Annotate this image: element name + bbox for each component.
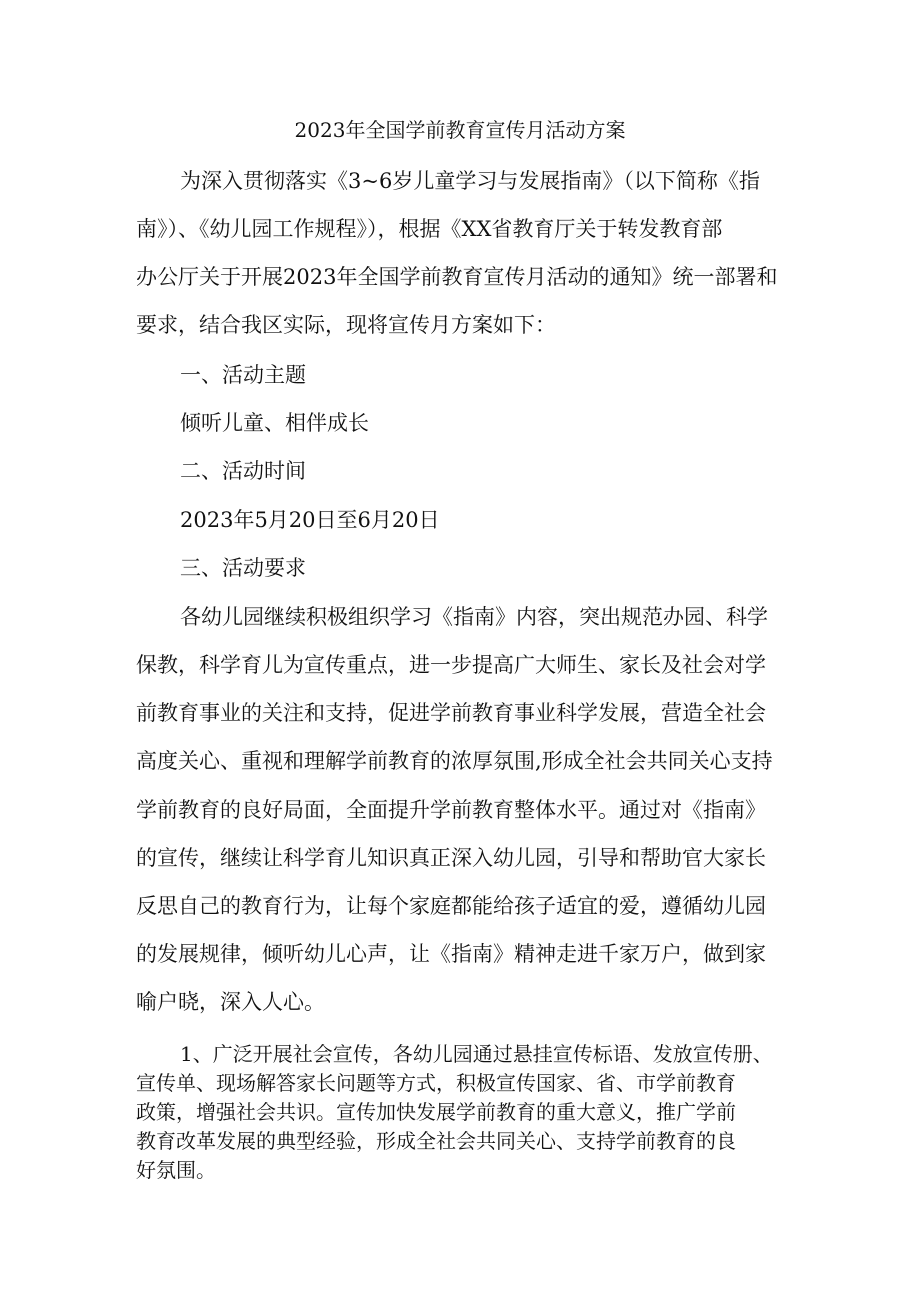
requirements-line: 的宣传，继续让科学育儿知识真正深入幼儿园，引导和帮助官大家长 bbox=[136, 846, 766, 870]
theme-content: 倾听儿童、相伴成长 bbox=[180, 411, 369, 435]
requirements-line: 喻户晓，深入人心。 bbox=[136, 990, 325, 1014]
intro-line: 要求，结合我区实际，现将宣传月方案如下： bbox=[136, 313, 556, 337]
time-content: 2023年5月20日至6月20日 bbox=[180, 508, 440, 532]
document-title: 2023年全国学前教育宣传月活动方案 bbox=[294, 118, 626, 142]
item-1-line: 政策，增强社会共识。宣传加快发展学前教育的重大意义，推广学前 bbox=[136, 1100, 736, 1124]
section-heading-requirements: 三、活动要求 bbox=[180, 556, 306, 580]
intro-line: 为深入贯彻落实《3~6岁儿童学习与发展指南》（以下简称《指 bbox=[180, 169, 760, 193]
requirements-line: 的发展规律，倾听幼儿心声，让《指南》精神走进千家万户，做到家 bbox=[136, 942, 766, 966]
intro-line: 办公厅关于开展2023年全国学前教育宣传月活动的通知》统一部署和 bbox=[136, 265, 778, 289]
requirements-line: 高度关心、重视和理解学前教育的浓厚氛围,形成全社会共同关心支持 bbox=[136, 749, 773, 773]
section-heading-time: 二、活动时间 bbox=[180, 459, 306, 483]
requirements-line: 反思自己的教育行为，让每个家庭都能给孩子适宜的爱，遵循幼儿园 bbox=[136, 894, 766, 918]
item-1-line: 1、广泛开展社会宣传，各幼儿园通过悬挂宣传标语、发放宣传册、 bbox=[180, 1042, 773, 1066]
item-1-line: 好氛围。 bbox=[136, 1158, 216, 1182]
requirements-line: 保教，科学育儿为宣传重点，进一步提高广大师生、家长及社会对学 bbox=[136, 653, 766, 677]
section-heading-theme: 一、活动主题 bbox=[180, 363, 306, 387]
intro-line: 南》）、《幼儿园工作规程》），根据《XX省教育厅关于转发教育部 bbox=[136, 217, 723, 241]
requirements-line: 学前教育的良好局面，全面提升学前教育整体水平。通过对《指南》 bbox=[136, 798, 766, 822]
requirements-line: 各幼儿园继续积极组织学习《指南》内容，突出规范办园、科学 bbox=[180, 605, 768, 629]
requirements-line: 前教育事业的关注和支持，促进学前教育事业科学发展，营造全社会 bbox=[136, 701, 766, 725]
item-1-line: 教育改革发展的典型经验，形成全社会共同关心、支持学前教育的良 bbox=[136, 1129, 736, 1153]
item-1-line: 宣传单、现场解答家长问题等方式，积极宣传国家、省、市学前教育 bbox=[136, 1071, 736, 1095]
